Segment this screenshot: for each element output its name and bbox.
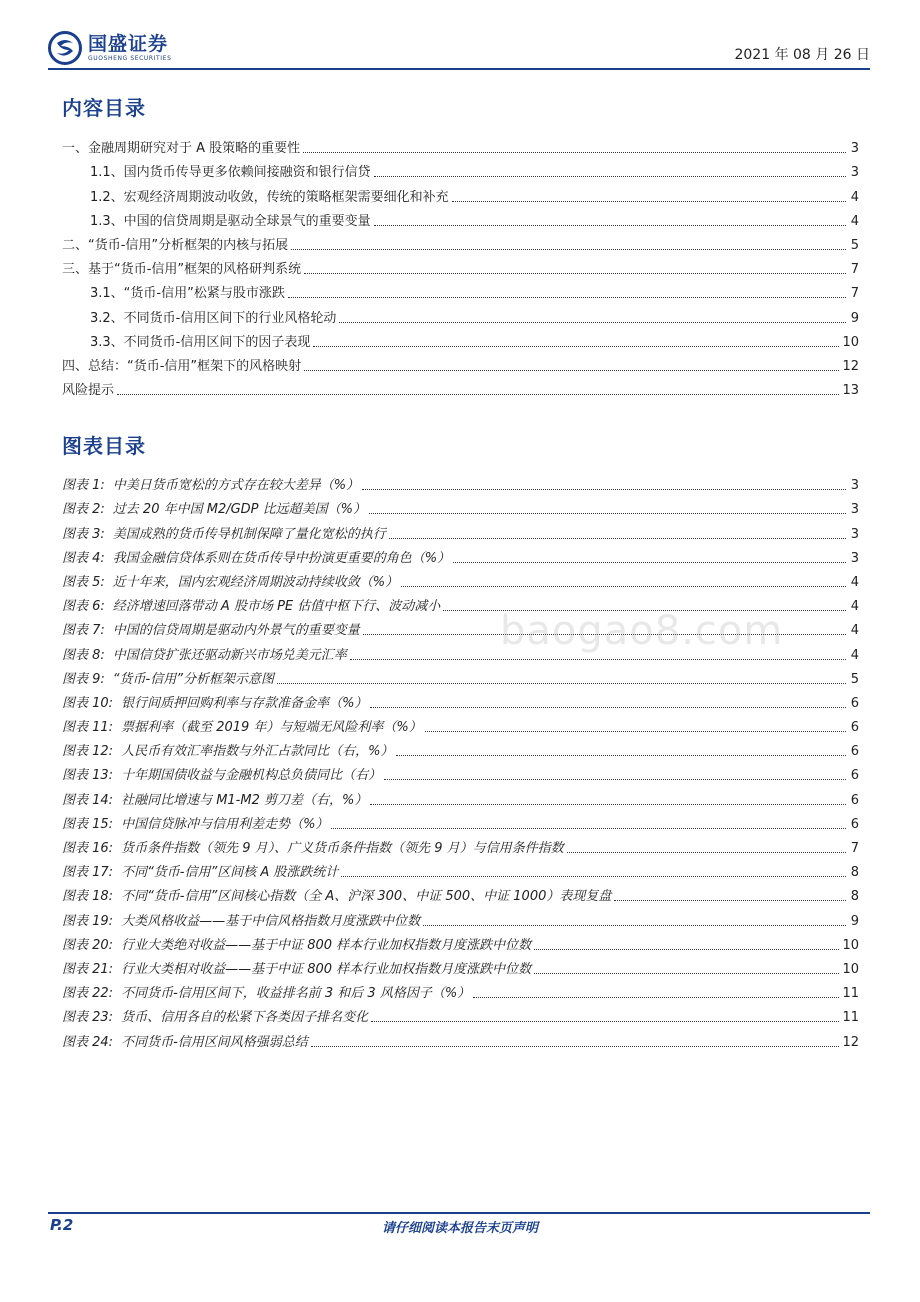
- figure-entry[interactable]: [62, 567, 859, 591]
- footer-divider: [48, 1212, 870, 1214]
- figure-entry-page: 6: [850, 768, 859, 784]
- figure-entry-title: 中国信贷扩张还驱动新兴市场兑美元汇率: [112, 647, 347, 663]
- toc-entry-page: 9: [850, 310, 859, 326]
- dot-leader: [291, 249, 846, 250]
- figure-entry-number: 图表 12:: [62, 744, 114, 760]
- figure-entry-page: 10: [842, 961, 859, 977]
- dot-leader: [311, 1046, 840, 1047]
- dot-leader: [374, 176, 846, 177]
- figure-entry[interactable]: [62, 978, 859, 1002]
- dot-leader: [453, 562, 846, 563]
- dot-leader: [370, 707, 846, 708]
- figure-entry[interactable]: [62, 784, 859, 808]
- figure-entry-page: 10: [842, 937, 859, 953]
- figure-entry-page: 11: [842, 1010, 859, 1026]
- dot-leader: [401, 586, 846, 587]
- figure-entry-title: 不同“货币-信用”区间核心指数（全 A、沪深 300、中证 500、中证 1000）表现复盘: [121, 889, 612, 905]
- toc-entry[interactable]: [62, 230, 859, 254]
- toc-entry[interactable]: [62, 254, 859, 278]
- figure-entry-number: 图表 17:: [62, 865, 114, 881]
- brand-logo: [48, 28, 171, 68]
- toc-entry-page: 12: [842, 358, 859, 374]
- figure-entry-title: 近十年来，国内宏观经济周期波动持续收敛（%）: [112, 574, 399, 590]
- figure-entry-number: 图表 24:: [62, 1034, 114, 1050]
- figure-entry-number: 图表 20:: [62, 937, 114, 953]
- figure-entry-page: 7: [850, 841, 859, 856]
- figure-entry-number: 图表 9:: [62, 671, 105, 687]
- figure-entry-title: 行业大类相对收益——基于中证 800 样本行业加权指数月度涨跌中位数: [121, 961, 532, 977]
- figure-entry-page: 3: [850, 550, 859, 566]
- toc-entry-title: 1.3、中国的信贷周期是驱动全球景气的重要变量: [90, 213, 371, 229]
- figure-entry[interactable]: [62, 736, 859, 760]
- dot-leader: [304, 370, 839, 371]
- toc-entry-page: 4: [850, 213, 859, 229]
- toc-entry-page: 4: [850, 189, 859, 205]
- figure-entry-page: 11: [842, 986, 859, 1002]
- figure-entry-number: 图表 14:: [62, 792, 114, 808]
- figure-entry-title: 过去 20 年中国 M2/GDP 比远超美国（%）: [112, 502, 367, 518]
- dot-leader: [370, 804, 846, 805]
- figure-entry-number: 图表 8:: [62, 647, 105, 663]
- toc-entry[interactable]: [62, 351, 859, 375]
- figure-entry-title: 货币条件指数（领先 9 月）、广义货币条件指数（领先 9 月）与信用条件指数: [121, 841, 564, 856]
- figure-entry-number: 图表 11:: [62, 720, 114, 736]
- brand-name-cn: 国盛证券: [88, 33, 169, 55]
- figures-list: [62, 470, 859, 1051]
- figure-entry-title: “货币-信用”分析框架示意图: [112, 671, 274, 687]
- toc-entry[interactable]: [62, 278, 859, 302]
- toc-entry-page: 3: [850, 141, 859, 157]
- figure-entry-page: 4: [850, 574, 859, 590]
- dot-leader: [396, 755, 846, 756]
- toc-entry-title: 风险提示: [62, 383, 115, 399]
- dot-leader: [117, 394, 839, 395]
- dot-leader: [473, 997, 839, 998]
- dot-leader: [313, 346, 839, 347]
- figure-entry-title: 大类风格收益——基于中信风格指数月度涨跌中位数: [121, 913, 421, 929]
- figure-entry-title: 社融同比增速与 M1-M2 剪刀差（右，%）: [121, 792, 368, 808]
- toc-entry-page: 10: [842, 334, 859, 350]
- dot-leader: [304, 273, 846, 274]
- figure-entry-title: 中美日货币宽松的方式存在较大差异（%）: [112, 478, 360, 494]
- dot-leader: [374, 225, 846, 226]
- toc-entry-page: 5: [850, 237, 859, 253]
- figure-entry-title: 不同货币-信用区间风格强弱总结: [121, 1034, 308, 1050]
- figure-entry-number: 图表 15:: [62, 816, 114, 832]
- toc-entry[interactable]: [62, 133, 859, 157]
- dot-leader: [362, 489, 846, 490]
- toc-entry-title: 3.1、“货币-信用”松紧与股市涨跌: [90, 286, 285, 302]
- figure-entry-title: 经济增速回落带动 A 股市场 PE 估值中枢下行、波动减小: [112, 599, 441, 615]
- figure-entry-title: 中国信贷脉冲与信用利差走势（%）: [121, 816, 329, 832]
- figure-entry-title: 行业大类绝对收益——基于中证 800 样本行业加权指数月度涨跌中位数: [121, 937, 532, 953]
- figure-entry[interactable]: [62, 688, 859, 712]
- toc-entry-title: 三、基于“货币-信用”框架的风格研判系统: [62, 262, 302, 278]
- dot-leader: [331, 828, 846, 829]
- brand-text: [88, 33, 171, 63]
- dot-leader: [277, 683, 846, 684]
- figure-entry-page: 4: [850, 599, 859, 615]
- figure-entry-page: 8: [850, 865, 859, 881]
- figure-entry-title: 银行间质押回购利率与存款准备金率（%）: [121, 695, 368, 711]
- toc-entry-title: 1.2、宏观经济周期波动收敛，传统的策略框架需要细化和补充: [90, 189, 449, 205]
- toc-entry-title: 3.3、不同货币-信用区间下的因子表现: [90, 334, 311, 350]
- figure-entry[interactable]: [62, 881, 859, 905]
- toc-entry[interactable]: [62, 302, 859, 326]
- figure-entry-title: 不同货币-信用区间下，收益排名前 3 和后 3 风格因子（%）: [121, 986, 471, 1002]
- figure-entry-number: 图表 2:: [62, 502, 105, 518]
- figure-entry-page: 6: [850, 816, 859, 832]
- figure-entry-number: 图表 7:: [62, 623, 105, 639]
- figure-entry-page: 12: [842, 1034, 859, 1050]
- figure-entry[interactable]: [62, 954, 859, 978]
- figure-entry-page: 3: [850, 526, 859, 542]
- figure-entry-number: 图表 6:: [62, 599, 105, 615]
- figure-entry[interactable]: [62, 760, 859, 784]
- figure-entry-number: 图表 22:: [62, 986, 114, 1002]
- figure-entry-number: 图表 1:: [62, 478, 105, 494]
- toc-entry-title: 二、“货币-信用”分析框架的内核与拓展: [62, 237, 289, 253]
- toc-entry[interactable]: [62, 157, 859, 181]
- figure-entry-title: 中国的信贷周期是驱动内外景气的重要变量: [112, 623, 360, 639]
- dot-leader: [423, 925, 846, 926]
- figure-entry-title: 不同“货币-信用”区间核 A 股涨跌统计: [121, 865, 339, 881]
- figure-entry[interactable]: [62, 930, 859, 954]
- dot-leader: [369, 513, 846, 514]
- figure-entry-number: 图表 13:: [62, 768, 114, 784]
- figure-entry-page: 6: [850, 744, 859, 760]
- figure-entry-title: 票据利率（截至 2019 年）与短端无风险利率（%）: [121, 720, 422, 736]
- report-date: 2021 年 08 月 26 日: [734, 47, 870, 63]
- dot-leader: [350, 659, 846, 660]
- figure-entry[interactable]: [62, 664, 859, 688]
- page-header: [48, 26, 870, 70]
- brand-name-en: GUOSHENG SECURITIES: [88, 55, 172, 62]
- header-divider: [48, 68, 870, 70]
- figure-entry-page: 4: [850, 647, 859, 663]
- figure-entry-number: 图表 23:: [62, 1010, 114, 1026]
- figure-entry-page: 9: [850, 913, 859, 929]
- figure-entry-page: 3: [850, 478, 859, 494]
- dot-leader: [371, 1021, 839, 1022]
- toc-entry[interactable]: [62, 181, 859, 205]
- toc-entry-page: 13: [842, 383, 859, 399]
- toc-entry[interactable]: [62, 327, 859, 351]
- figure-entry[interactable]: [62, 518, 859, 542]
- toc-entry-title: 四、总结：“货币-信用”框架下的风格映射: [62, 358, 302, 374]
- contents-list: [62, 133, 859, 399]
- dot-leader: [452, 201, 846, 202]
- disclaimer-note: 请仔细阅读本报告末页声明: [381, 1221, 538, 1236]
- figure-entry-title: 十年期国债收益与金融机构总负债同比（右）: [121, 768, 382, 784]
- figure-entry-number: 图表 4:: [62, 550, 105, 566]
- figure-entry-title: 我国金融信贷体系则在货币传导中扮演更重要的角色（%）: [112, 550, 451, 566]
- toc-entry-page: 3: [850, 165, 859, 181]
- dot-leader: [389, 538, 846, 539]
- figure-entry-number: 图表 19:: [62, 913, 114, 929]
- dot-leader: [425, 731, 846, 732]
- figures-title: 图表目录: [62, 434, 146, 458]
- figure-entry[interactable]: [62, 809, 859, 833]
- figure-entry-number: 图表 10:: [62, 695, 114, 711]
- figure-entry-page: 4: [850, 623, 859, 639]
- figure-entry-page: 6: [850, 792, 859, 808]
- figure-entry[interactable]: [62, 470, 859, 494]
- dot-leader: [567, 852, 846, 853]
- toc-entry-title: 3.2、不同货币-信用区间下的行业风格轮动: [90, 310, 337, 326]
- figure-entry-page: 3: [850, 502, 859, 518]
- dot-leader: [384, 779, 846, 780]
- dot-leader: [288, 297, 846, 298]
- dot-leader: [339, 322, 846, 323]
- figure-entry-page: 5: [850, 671, 859, 687]
- figure-entry-number: 图表 5:: [62, 574, 105, 590]
- figure-entry[interactable]: [62, 494, 859, 518]
- dot-leader: [534, 973, 839, 974]
- figure-entry-page: 8: [850, 889, 859, 905]
- toc-entry[interactable]: [62, 375, 859, 399]
- figure-entry[interactable]: [62, 857, 859, 881]
- figure-entry-number: 图表 21:: [62, 961, 114, 977]
- toc-entry[interactable]: [62, 206, 859, 230]
- page-number: P.2: [50, 1216, 74, 1234]
- figure-entry[interactable]: [62, 1002, 859, 1026]
- figure-entry-title: 人民币有效汇率指数与外汇占款同比（右，%）: [121, 744, 394, 760]
- figure-entry-title: 货币、信用各自的松紧下各类因子排名变化: [121, 1010, 369, 1026]
- dot-leader: [534, 949, 839, 950]
- figure-entry-number: 图表 3:: [62, 526, 105, 542]
- figure-entry-number: 图表 16:: [62, 841, 114, 856]
- toc-entry-title: 1.1、国内货币传导更多依赖间接融资和银行信贷: [90, 165, 371, 181]
- figure-entry-number: 图表 18:: [62, 889, 114, 905]
- figure-entry[interactable]: [62, 543, 859, 567]
- dot-leader: [303, 152, 846, 153]
- toc-entry-page: 7: [850, 286, 859, 302]
- figure-entry[interactable]: [62, 905, 859, 929]
- figure-entry-page: 6: [850, 695, 859, 711]
- dot-leader: [614, 900, 846, 901]
- toc-entry-title: 一、金融周期研究对于 A 股策略的重要性: [62, 141, 301, 157]
- figure-entry[interactable]: [62, 833, 859, 857]
- figure-entry-title: 美国成熟的货币传导机制保障了量化宽松的执行: [112, 526, 386, 542]
- watermark: baogao8.com: [500, 608, 784, 654]
- contents-title: 内容目录: [62, 96, 146, 120]
- figure-entry-page: 6: [850, 720, 859, 736]
- figure-entry[interactable]: [62, 1026, 859, 1050]
- toc-entry-page: 7: [850, 262, 859, 278]
- dot-leader: [341, 876, 846, 877]
- guosheng-logo-icon: [48, 31, 82, 65]
- figure-entry[interactable]: [62, 712, 859, 736]
